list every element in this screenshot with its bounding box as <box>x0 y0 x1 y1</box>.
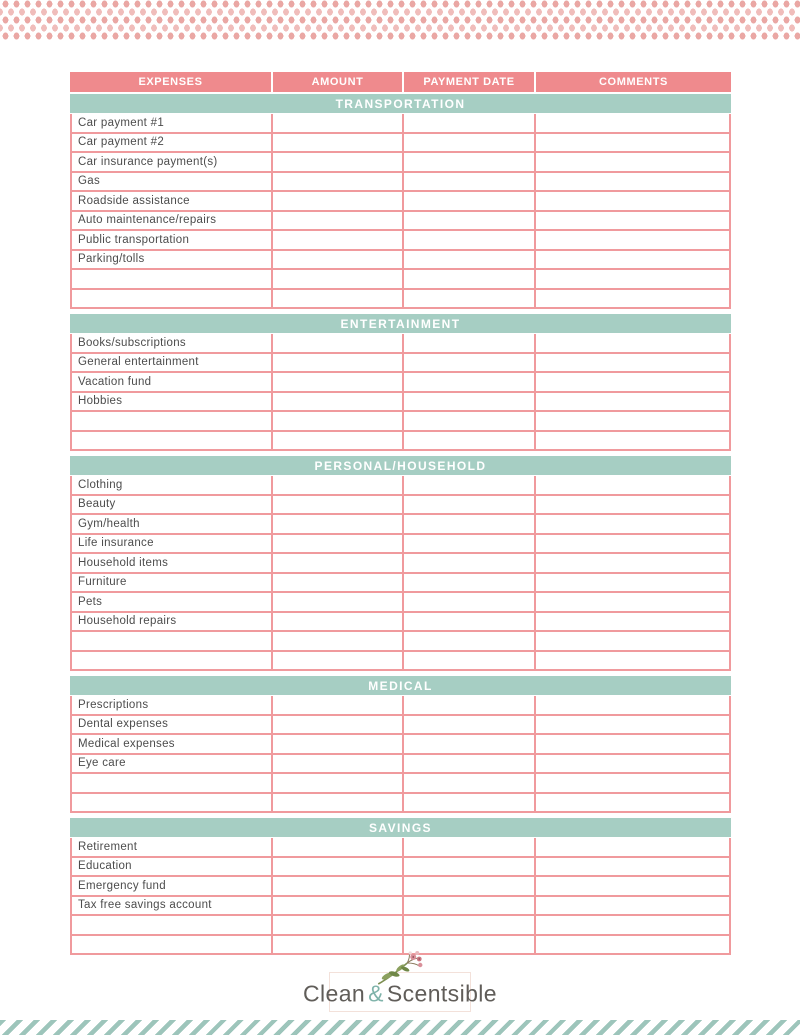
amount-cell <box>273 794 402 812</box>
section-rows <box>70 334 731 451</box>
amount-cell <box>273 412 402 430</box>
logo-text <box>303 981 497 1008</box>
payment-date-cell <box>404 632 534 650</box>
amount-cell <box>273 838 402 856</box>
expense-label-cell: Life insurance <box>72 535 271 553</box>
stripe-border <box>0 1020 800 1035</box>
comments-cell <box>536 270 729 288</box>
payment-date-cell <box>404 373 534 391</box>
payment-date-cell <box>404 735 534 753</box>
payment-date-cell <box>404 554 534 572</box>
amount-cell <box>273 593 402 611</box>
expense-cell <box>72 652 271 670</box>
section-transportation <box>70 94 731 309</box>
expense-cell <box>72 794 271 812</box>
expense-label-cell: Pets <box>72 593 271 611</box>
logo-ampersand: & <box>368 980 384 1007</box>
amount-cell <box>273 432 402 450</box>
comments-cell <box>536 432 729 450</box>
amount-cell <box>273 515 402 533</box>
footer <box>0 952 800 1018</box>
payment-date-cell <box>404 574 534 592</box>
comments-cell <box>536 897 729 915</box>
comments-cell <box>536 838 729 856</box>
comments-cell <box>536 696 729 714</box>
section-medical <box>70 676 731 813</box>
comments-cell <box>536 755 729 773</box>
payment-date-cell <box>404 412 534 430</box>
payment-date-cell <box>404 192 534 210</box>
amount-cell <box>273 393 402 411</box>
comments-cell <box>536 251 729 269</box>
payment-date-cell <box>404 515 534 533</box>
column-header-comments: COMMENTS <box>534 72 731 92</box>
section-savings <box>70 818 731 955</box>
payment-date-cell <box>404 393 534 411</box>
section-title: ENTERTAINMENT <box>70 314 731 333</box>
expense-label-cell: Household items <box>72 554 271 572</box>
section-rows <box>70 476 731 671</box>
payment-date-cell <box>404 270 534 288</box>
amount-cell <box>273 554 402 572</box>
polka-dot-border <box>0 0 800 40</box>
amount-cell <box>273 496 402 514</box>
amount-cell <box>273 696 402 714</box>
expense-label-cell: Car payment #2 <box>72 134 271 152</box>
payment-date-cell <box>404 794 534 812</box>
expense-label-cell: Vacation fund <box>72 373 271 391</box>
comments-cell <box>536 231 729 249</box>
amount-cell <box>273 877 402 895</box>
comments-cell <box>536 153 729 171</box>
column-header-expenses: EXPENSES <box>138 76 203 88</box>
amount-cell <box>273 270 402 288</box>
amount-cell <box>273 613 402 631</box>
expense-label-cell: Eye care <box>72 755 271 773</box>
amount-cell <box>273 192 402 210</box>
amount-cell <box>273 373 402 391</box>
payment-date-cell <box>404 114 534 132</box>
payment-date-cell <box>404 334 534 352</box>
payment-date-cell <box>404 716 534 734</box>
amount-cell <box>273 173 402 191</box>
expense-label-cell: Gas <box>72 173 271 191</box>
comments-cell <box>536 735 729 753</box>
amount-cell <box>273 290 402 308</box>
comments-cell <box>536 774 729 792</box>
expense-cell <box>72 916 271 934</box>
amount-cell <box>273 134 402 152</box>
payment-date-cell <box>404 231 534 249</box>
logo <box>303 972 497 1012</box>
amount-cell <box>273 535 402 553</box>
amount-cell <box>273 755 402 773</box>
amount-cell <box>273 897 402 915</box>
payment-date-cell <box>404 496 534 514</box>
expense-label-cell: Emergency fund <box>72 877 271 895</box>
payment-date-cell <box>404 476 534 494</box>
comments-cell <box>536 858 729 876</box>
comments-cell <box>536 496 729 514</box>
amount-cell <box>273 774 402 792</box>
expense-table <box>70 72 731 955</box>
logo-word-scentsible: Scentsible <box>386 980 497 1007</box>
payment-date-cell <box>404 535 534 553</box>
expense-cell <box>72 774 271 792</box>
logo-word-clean: Clean <box>303 980 366 1007</box>
comments-cell <box>536 916 729 934</box>
amount-cell <box>273 632 402 650</box>
expense-label-cell: Furniture <box>72 574 271 592</box>
column-header-amount: AMOUNT <box>271 72 402 92</box>
amount-cell <box>273 858 402 876</box>
section-personal-household <box>70 456 731 671</box>
expense-label-cell: Car payment #1 <box>72 114 271 132</box>
comments-cell <box>536 515 729 533</box>
payment-date-cell <box>404 774 534 792</box>
payment-date-cell <box>404 877 534 895</box>
column-header-payment-date: PAYMENT DATE <box>402 72 534 92</box>
payment-date-cell <box>404 153 534 171</box>
comments-cell <box>536 476 729 494</box>
amount-cell <box>273 354 402 372</box>
expense-label-cell: Gym/health <box>72 515 271 533</box>
comments-cell <box>536 173 729 191</box>
comments-cell <box>536 192 729 210</box>
expense-label-cell: Public transportation <box>72 231 271 249</box>
comments-cell <box>536 593 729 611</box>
amount-cell <box>273 916 402 934</box>
expense-label-cell: Roadside assistance <box>72 192 271 210</box>
amount-cell <box>273 735 402 753</box>
expense-label-cell: Education <box>72 858 271 876</box>
comments-cell <box>536 632 729 650</box>
amount-cell <box>273 231 402 249</box>
comments-cell <box>536 412 729 430</box>
payment-date-cell <box>404 354 534 372</box>
amount-cell <box>273 574 402 592</box>
amount-cell <box>273 652 402 670</box>
expense-label-cell: Dental expenses <box>72 716 271 734</box>
payment-date-cell <box>404 593 534 611</box>
expense-cell <box>72 936 271 954</box>
expense-label-cell: Beauty <box>72 496 271 514</box>
payment-date-cell <box>404 755 534 773</box>
comments-cell <box>536 114 729 132</box>
amount-cell <box>273 114 402 132</box>
amount-cell <box>273 476 402 494</box>
comments-cell <box>536 613 729 631</box>
comments-cell <box>536 535 729 553</box>
section-title: PERSONAL/HOUSEHOLD <box>70 456 731 475</box>
section-title: MEDICAL <box>70 676 731 695</box>
expense-cell <box>72 412 271 430</box>
table-header-row <box>70 72 731 92</box>
comments-cell <box>536 574 729 592</box>
comments-cell <box>536 936 729 954</box>
expense-label-cell: Parking/tolls <box>72 251 271 269</box>
payment-date-cell <box>404 838 534 856</box>
comments-cell <box>536 716 729 734</box>
payment-date-cell <box>404 897 534 915</box>
expense-cell <box>72 270 271 288</box>
comments-cell <box>536 877 729 895</box>
payment-date-cell <box>404 290 534 308</box>
comments-cell <box>536 354 729 372</box>
amount-cell <box>273 153 402 171</box>
amount-cell <box>273 251 402 269</box>
expense-cell <box>72 432 271 450</box>
section-entertainment <box>70 314 731 451</box>
comments-cell <box>536 134 729 152</box>
amount-cell <box>273 212 402 230</box>
payment-date-cell <box>404 212 534 230</box>
expense-cell <box>72 632 271 650</box>
expense-label-cell: Household repairs <box>72 613 271 631</box>
comments-cell <box>536 290 729 308</box>
payment-date-cell <box>404 613 534 631</box>
comments-cell <box>536 794 729 812</box>
payment-date-cell <box>404 173 534 191</box>
amount-cell <box>273 716 402 734</box>
expense-label-cell: Clothing <box>72 476 271 494</box>
expense-label-cell: Car insurance payment(s) <box>72 153 271 171</box>
comments-cell <box>536 393 729 411</box>
comments-cell <box>536 212 729 230</box>
expense-cell <box>72 290 271 308</box>
expense-label-cell: Books/subscriptions <box>72 334 271 352</box>
expense-label-cell: Prescriptions <box>72 696 271 714</box>
expense-label-cell: General entertainment <box>72 354 271 372</box>
payment-date-cell <box>404 858 534 876</box>
expense-label-cell: Retirement <box>72 838 271 856</box>
payment-date-cell <box>404 134 534 152</box>
comments-cell <box>536 373 729 391</box>
expense-label-cell: Medical expenses <box>72 735 271 753</box>
section-title: SAVINGS <box>70 818 731 837</box>
expense-label-cell: Tax free savings account <box>72 897 271 915</box>
payment-date-cell <box>404 916 534 934</box>
table-sections <box>70 94 731 955</box>
section-rows <box>70 838 731 955</box>
expense-label-cell: Auto maintenance/repairs <box>72 212 271 230</box>
section-title: TRANSPORTATION <box>70 94 731 113</box>
payment-date-cell <box>404 696 534 714</box>
section-rows <box>70 696 731 813</box>
amount-cell <box>273 334 402 352</box>
payment-date-cell <box>404 432 534 450</box>
expense-label-cell: Hobbies <box>72 393 271 411</box>
section-rows <box>70 114 731 309</box>
payment-date-cell <box>404 652 534 670</box>
comments-cell <box>536 554 729 572</box>
comments-cell <box>536 652 729 670</box>
comments-cell <box>536 334 729 352</box>
payment-date-cell <box>404 251 534 269</box>
